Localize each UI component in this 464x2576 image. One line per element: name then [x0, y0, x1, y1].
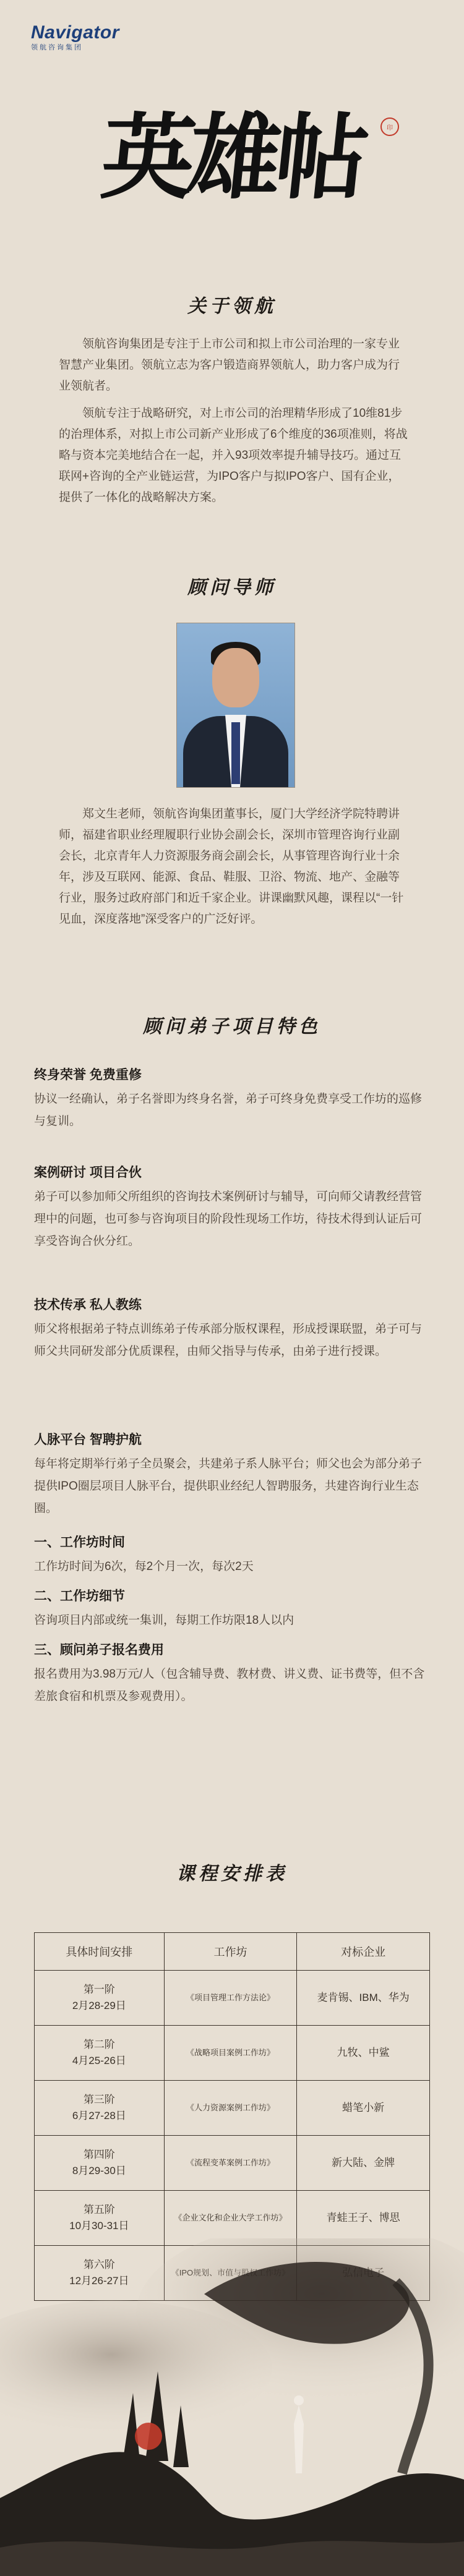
- extra-text: 工作坊时间为6次，每2个月一次，每次2天: [34, 1560, 254, 1573]
- feature-title: 人脉平台 智聘护航: [34, 1433, 142, 1447]
- mentor-bio: [59, 804, 410, 936]
- table-row: [35, 2081, 430, 2136]
- feature-item: [34, 1430, 433, 1520]
- extra-item: [34, 1532, 433, 1578]
- feature-text: 协议一经确认，弟子名誉即为终身名誉，弟子可终身免费享受工作坊的巡修与复训。: [34, 1093, 423, 1128]
- benchmark-cell: 九牧、中鲨: [297, 2026, 430, 2081]
- phase-cell: 第六阶 12月26-27日: [35, 2246, 165, 2301]
- workshop-cell: 《人力资源案例工作坊》: [164, 2081, 297, 2136]
- workshop-cell: 《流程变革案例工作坊》: [164, 2136, 297, 2191]
- phase-cell: 第五阶 10月30-31日: [35, 2191, 165, 2246]
- extra-title: 二、工作坊细节: [34, 1589, 125, 1603]
- benchmark-cell: 蜡笔小新: [297, 2081, 430, 2136]
- about-paragraph-2: 领航专注于战略研究，对上市公司的治理精华形成了10维81步的治理体系，对拟上市公司新产业形成了6个维度的36项准则，将战略与资本完美地结合在一起，并入93项效率提升辅导技巧。通过互联网+咨询的全产业链运营，为IPO客户与拟IPO客户、国有企业，提供了一体化的战略解决方案。: [59, 407, 408, 504]
- mentor-bio-text: 郑文生老师，领航咨询集团董事长，厦门大学经济学院特聘讲师，福建省职业经理履职行业协会副会长，深圳市管理咨询行业副会长，北京青年人力资源服务商会副会长，从事管理咨询行业十余年，涉及互联网、能源、食品、鞋服、卫浴、物流、地产、金融等行业，服务过政府部门和近千家企业。讲课幽默风趣，课程以“一针见血，深度落地”深受客户的广泛好评。: [59, 808, 404, 926]
- extra-text: 咨询项目内部或统一集训，每期工作坊限18人以内: [34, 1614, 294, 1627]
- column-header: 对标企业: [297, 1933, 430, 1971]
- extra-title: 三、顾问弟子报名费用: [34, 1643, 164, 1657]
- about-paragraph-1: 领航咨询集团是专注于上市公司和拟上市公司治理的一家专业智慧产业集团。领航立志为客户锻造商界领航人，助力客户成为行业领航者。: [59, 338, 400, 393]
- feature-text: 弟子可以参加师父所组织的咨询技术案例研讨与辅导，可向师父请教经营管理中的问题，也可参与咨询项目的阶段性现场工作坊，待技术得到认证后可享受咨询合伙分红。: [34, 1190, 423, 1248]
- about-heading: 关于领航: [187, 296, 277, 317]
- mentor-portrait: [176, 623, 295, 788]
- table-row: [35, 2136, 430, 2191]
- benchmark-cell: 青蛙王子、博思: [297, 2191, 430, 2246]
- ink-landscape-illustration: [0, 2238, 464, 2576]
- feature-title: 技术传承 私人教练: [34, 1298, 142, 1312]
- feature-title: 案例研讨 项目合伙: [34, 1166, 142, 1180]
- extra-item: [34, 1586, 433, 1632]
- about-text: [59, 334, 410, 514]
- logo-brand: Navigator: [31, 22, 119, 43]
- phase-cell: 第一阶 2月28-29日: [35, 1971, 165, 2026]
- phase-cell: 第四阶 8月29-30日: [35, 2136, 165, 2191]
- phase-cell: 第三阶 6月27-28日: [35, 2081, 165, 2136]
- column-header: 工作坊: [164, 1933, 297, 1971]
- features-heading: 顾问弟子项目特色: [143, 1016, 321, 1038]
- feature-item: [34, 1295, 433, 1363]
- logo-subtitle: 领航咨询集团: [31, 44, 83, 51]
- feature-item: [34, 1065, 433, 1133]
- phase-cell: 第二阶 4月25-26日: [35, 2026, 165, 2081]
- table-row: [35, 2026, 430, 2081]
- seal-stamp-icon: 印: [380, 117, 399, 136]
- feature-text: 每年将定期举行弟子全员聚会，共建弟子系人脉平台；师父也会为部分弟子提供IPO圈层项目人脉平台，提供职业经纪人智聘服务，共建咨询行业生态圈。: [34, 1457, 423, 1515]
- extra-item: [34, 1640, 433, 1708]
- extra-text: 报名费用为3.98万元/人（包含辅导费、教材费、讲义费、证书费等，但不含差旅食宿和机票及参观费用）。: [34, 1668, 425, 1703]
- feature-item: [34, 1162, 433, 1253]
- benchmark-cell: 新大陆、金牌: [297, 2136, 430, 2191]
- schedule-header-row: [35, 1933, 430, 1971]
- workshop-cell: 《战略项目案例工作坊》: [164, 2026, 297, 2081]
- schedule-heading: 课程安排表: [176, 1863, 288, 1885]
- feature-text: 师父将根据弟子特点训练弟子传承部分版权课程，形成授课联盟，弟子可与师父共同研发部分优质课程，由师父指导与传承，由弟子进行授课。: [34, 1323, 423, 1358]
- benchmark-cell: 麦肯锡、IBM、华为: [297, 1971, 430, 2026]
- table-row: [35, 1971, 430, 2026]
- company-logo: [31, 22, 119, 52]
- mentor-heading: 顾问导师: [187, 577, 277, 599]
- title-calligraphy: [71, 93, 393, 223]
- extra-title: 一、工作坊时间: [34, 1535, 125, 1550]
- column-header: 具体时间安排: [35, 1933, 165, 1971]
- table-row: [35, 2191, 430, 2246]
- feature-title: 终身荣誉 免费重修: [34, 1068, 142, 1082]
- title-calligraphy-text: 英雄帖: [96, 103, 368, 212]
- workshop-cell: 《项目管理工作方法论》: [164, 1971, 297, 2026]
- workshop-cell: 《企业文化和企业大学工作坊》: [164, 2191, 297, 2246]
